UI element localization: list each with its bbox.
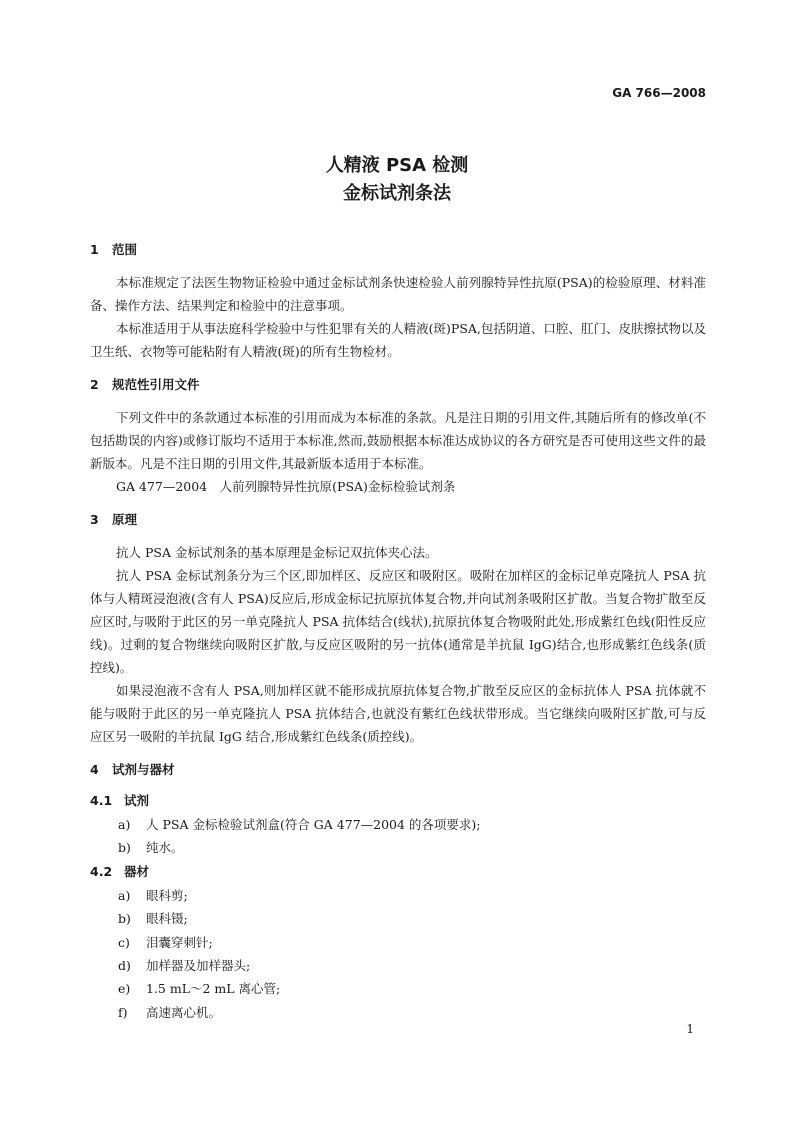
list-label: b)	[118, 840, 131, 856]
section-4-heading	[90, 760, 706, 780]
list-text: 纯水。	[146, 840, 184, 856]
section-1-paragraph-1: 本标准规定了法医生物物证检验中通过金标试剂条快速检验人前列腺特异性抗原(PSA)的检验原理、材料准备、操作方法、结果判定和检验中的注意事项。	[90, 275, 706, 313]
subsection-4-1-heading	[90, 791, 706, 811]
normative-reference: GA 477—2004 人前列腺特异性抗原(PSA)金标检验试剂条	[116, 479, 456, 494]
list-label: a)	[118, 887, 131, 903]
section-title: 试剂与器材	[112, 762, 175, 777]
page-number: 1	[686, 1022, 694, 1036]
list-item	[90, 813, 706, 836]
section-1-heading	[90, 240, 706, 260]
list-text: 泪囊穿刺针;	[146, 934, 213, 950]
list-text: 1.5 mL～2 mL 离心管;	[146, 981, 281, 997]
list-text: 眼科镊;	[146, 911, 188, 927]
list-item	[90, 954, 706, 977]
list-item	[90, 907, 706, 930]
section-title: 范围	[112, 242, 138, 257]
list-text: 加样器及加样器头;	[146, 958, 251, 974]
list-item	[90, 1001, 706, 1024]
section-3-paragraph-2: 抗人 PSA 金标试剂条分为三个区,即加样区、反应区和吸附区。吸附在加样区的金标记单克隆抗人 PSA 抗体与人精斑浸泡液(含有人 PSA)反应后,形成金标记抗原抗体复合物,并向试剂条吸附区扩散。当复合物扩散至反应区时,与吸附于此区的另一单克隆抗人 PSA 抗体结合(线状),抗原抗体复合物吸附此处,形成紫红色线(阳性反应线)。过剩的复合物继续向吸附区扩散,与反应区吸附的另一抗体(通常是羊抗鼠 IgG)结合,也形成紫红色线条(质控线)。	[90, 568, 706, 675]
section-3-paragraph-3: 如果浸泡液不含有人 PSA,则加样区就不能形成抗原抗体复合物,扩散至反应区的金标抗体人 PSA 抗体就不能与吸附于此区的另一单克隆抗人 PSA 抗体结合,也就没有紫红色线状带形成。当它继续向吸附区扩散,可与反应区另一吸附的羊抗鼠 IgG 结合,形成紫红色线条(质控线)。	[90, 683, 706, 744]
section-3-heading	[90, 510, 706, 530]
list-label: a)	[118, 817, 131, 832]
section-title: 原理	[112, 512, 138, 527]
list-label: f)	[118, 1004, 128, 1020]
document-body	[90, 240, 706, 1024]
list-item	[90, 836, 706, 859]
list-label: d)	[118, 958, 131, 974]
list-label: e)	[118, 981, 131, 997]
list-label: b)	[118, 911, 131, 927]
section-1-paragraph-2: 本标准适用于从事法庭科学检验中与性犯罪有关的人精液(斑)PSA,包括阴道、口腔、肛门、皮肤擦拭物以及卫生纸、衣物等可能粘附有人精液(斑)的所有生物检材。	[90, 321, 706, 359]
section-title: 规范性引用文件	[112, 377, 200, 392]
document-title	[0, 152, 794, 208]
list-item	[90, 931, 706, 954]
list-text: 人 PSA 金标检验试剂盒(符合 GA 477—2004 的各项要求);	[146, 817, 481, 832]
subsection-number: 4.1	[90, 793, 113, 808]
list-item	[90, 884, 706, 907]
section-2-paragraph-1: 下列文件中的条款通过本标准的引用而成为本标准的条款。凡是注日期的引用文件,其随后所有的修改单(不包括勘误的内容)或修订版均不适用于本标准,然而,鼓励根据本标准达成协议的各方研究是否可使用这些文件的最新版本。凡是不注日期的引用文件,其最新版本适用于本标准。	[90, 410, 706, 471]
standard-code: GA 766—2008	[612, 86, 706, 100]
section-number: 2	[90, 377, 99, 392]
section-number: 3	[90, 512, 99, 527]
section-number: 4	[90, 762, 99, 777]
section-2-heading	[90, 375, 706, 395]
subsection-4-2-heading	[90, 862, 706, 882]
subsection-title: 试剂	[124, 793, 150, 808]
list-text: 高速离心机。	[146, 1004, 222, 1020]
title-line-2: 金标试剂条法	[343, 183, 451, 204]
section-number: 1	[90, 242, 99, 257]
list-item	[90, 977, 706, 1000]
subsection-title: 器材	[124, 863, 150, 879]
list-text: 眼科剪;	[146, 887, 188, 903]
section-3-paragraph-1: 抗人 PSA 金标试剂条的基本原理是金标记双抗体夹心法。	[116, 545, 438, 560]
subsection-number: 4.2	[90, 863, 113, 879]
title-line-1: 人精液 PSA 检测	[325, 155, 469, 176]
list-label: c)	[118, 934, 130, 950]
